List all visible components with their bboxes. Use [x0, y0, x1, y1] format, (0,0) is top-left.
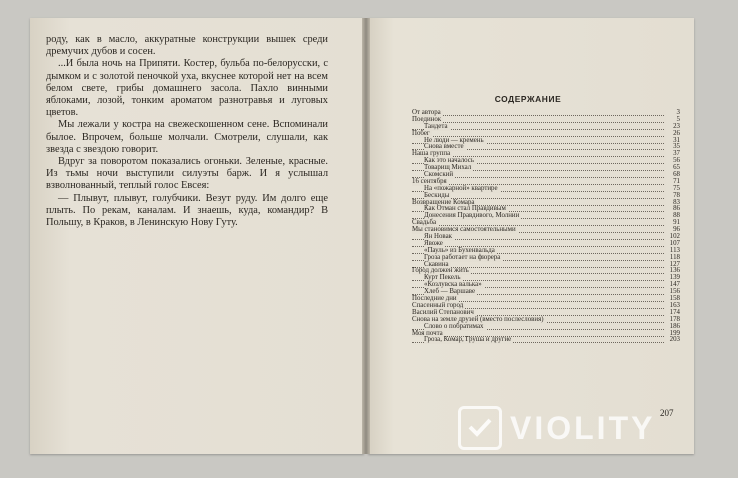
toc-entry-title: От автора [412, 109, 441, 116]
toc-entry-page: 156 [666, 289, 680, 296]
toc-entry-title: Как это началось [424, 157, 474, 165]
toc-entry-page: 163 [666, 303, 680, 310]
toc-entry [412, 234, 680, 241]
toc-entry-title: Город должен жить [412, 267, 469, 275]
toc-entry-page: 113 [666, 248, 680, 255]
toc-entry-title: «Козлувска валька» [424, 281, 482, 289]
toc-entry [412, 324, 680, 331]
leader-dots [412, 124, 664, 130]
paragraph: Вдруг за поворотом показались огоньки. Зеленые, красные. Из тьмы ночи выступили силуэты барж. И я услышал взволнованный, теплый голос Евсея: [46, 156, 328, 192]
toc-entry-title: Снова вместе [424, 143, 464, 151]
toc-entry-title: Гроза работает на фюрера [424, 253, 501, 261]
toc-entry-title: Скомский [424, 171, 454, 179]
toc-entry-title: Гроза, Комар, Груша и другие [424, 336, 512, 344]
toc-entry-title: Спасенный город [412, 301, 464, 309]
paragraph: ...И была ночь на Припяти. Костер, бульба по-белорусски, с дымком и с золотой пеночкой уха, вкуснее которой нет на всем белом свете, грибы домашнего засола. Пахло винными яблоками, лозой, тонким ароматом разнотравья и луговых цветов. [46, 58, 328, 119]
paragraph: роду, как в масло, аккуратные конструкции вышек среди дремучих дубов и сосен. [46, 34, 328, 58]
toc-entry-title: Последние дни [412, 295, 457, 303]
toc-entry-page: 203 [666, 337, 680, 344]
toc-entry-page: 65 [666, 165, 680, 172]
toc-entry-page: 83 [666, 200, 680, 207]
toc-entry [412, 337, 680, 344]
toc-entry-title: «Пауль» из Бухенвальда [424, 246, 495, 254]
toc-entry-page: 3 [666, 110, 680, 117]
toc-entry-title: Побег [412, 129, 430, 137]
toc-entry-title: Бескиды [424, 191, 450, 199]
toc-entry [412, 172, 680, 179]
left-page-text [46, 34, 328, 229]
leader-dots [412, 110, 664, 116]
watermark-text: VIOLITY [510, 409, 656, 446]
toc-entry-page: 5 [666, 117, 680, 124]
toc-entry-page: 91 [666, 220, 680, 227]
toc-entry-page: 56 [666, 158, 680, 165]
toc-entry [412, 144, 680, 151]
toc-entry-page: 78 [666, 193, 680, 200]
toc-entry-page: 88 [666, 213, 680, 220]
toc-entry-title: Возвращение Комара [412, 198, 475, 206]
toc-entry-title: Скавина [424, 260, 449, 268]
toc-entry-page: 107 [666, 241, 680, 248]
toc-entry-page: 26 [666, 131, 680, 138]
toc-entry-title: Курт Пекель [424, 274, 461, 282]
toc-entry-title: Товарищ Михал [424, 164, 472, 172]
toc-entry [412, 117, 680, 124]
toc-entry-title: Слово о побратимах [424, 322, 484, 330]
toc-entry-page: 35 [666, 144, 680, 151]
toc-entry-page: 139 [666, 275, 680, 282]
toc-entry-page: 31 [666, 138, 680, 145]
table-of-contents [412, 110, 680, 344]
toc-entry [412, 186, 680, 193]
toc-entry-page: 158 [666, 296, 680, 303]
paragraph: — Плывут, плывут, голубчики. Везут руду. Им долго еще плыть. По рекам, каналам. И знаешь, куда, командир? В Польшу, в Краков, в Ленинскую Нову Гуту. [46, 192, 328, 229]
leader-dots [412, 131, 664, 137]
toc-entry-page: 118 [666, 255, 680, 262]
toc-entry-page: 68 [666, 172, 680, 179]
toc-entry-page: 186 [666, 324, 680, 331]
toc-entry-page: 178 [666, 317, 680, 324]
toc-entry-title: Явоже [424, 239, 443, 247]
toc-entry-page: 127 [666, 262, 680, 269]
toc-entry-title: Свадьба [412, 219, 437, 227]
toc-entry-page: 199 [666, 331, 680, 338]
toc-entry-title: Тандета [424, 122, 448, 130]
toc-entry-title: Не люди — кремень [424, 136, 484, 144]
toc-entry-page: 147 [666, 282, 680, 289]
toc-entry-title: Хлеб — Варшаве [424, 288, 476, 296]
toc-entry-page: 37 [666, 151, 680, 158]
toc-entry [412, 255, 680, 262]
toc-entry-title: На «пожарной» квартире [424, 184, 498, 192]
toc-entry-title: Снова на земле друзей (вместо послесловия) [412, 315, 544, 323]
toc-entry-title: Моя почта [412, 329, 443, 337]
paragraph: Мы лежали у костра на свежескошенном сене. Вспоминали былое. Впрочем, больше молчали. Смотрели, слушали, как звезда с звездою говорит. [46, 119, 328, 155]
leader-dots [412, 179, 664, 185]
toc-entry-page: 71 [666, 179, 680, 186]
toc-title: СОДЕРЖАНИЕ [494, 94, 562, 104]
toc-entry-title: Как Отман стал Правдивым [424, 205, 506, 213]
toc-entry-page: 174 [666, 310, 680, 317]
toc-entry-title: Мы становимся самостоятельными [412, 226, 516, 234]
toc-entry-page: 136 [666, 268, 680, 275]
page-number: 207 [660, 408, 674, 418]
toc-entry-page: 75 [666, 186, 680, 193]
book-spine [362, 18, 370, 454]
toc-entry-page: 102 [666, 234, 680, 241]
toc-entry-page: 86 [666, 206, 680, 213]
toc-entry [412, 213, 680, 220]
toc-entry-title: Василий Степанович [412, 308, 474, 316]
toc-entry-page: 23 [666, 124, 680, 131]
toc-entry-title: Наша группа [412, 150, 451, 158]
toc-entry-page: 96 [666, 227, 680, 234]
watermark [458, 406, 655, 450]
leader-dots [412, 117, 664, 123]
checkmark-logo-icon [458, 406, 502, 450]
toc-entry-title: 16 сентября [412, 177, 447, 185]
toc-entry [412, 110, 680, 117]
toc-entry-title: Донесения Правдивого, Молнии [424, 212, 520, 220]
toc-entry [412, 227, 680, 234]
toc-entry-title: Поединок [412, 115, 442, 123]
toc-entry [412, 124, 680, 131]
toc-entry-title: Ян Новак [424, 233, 452, 241]
